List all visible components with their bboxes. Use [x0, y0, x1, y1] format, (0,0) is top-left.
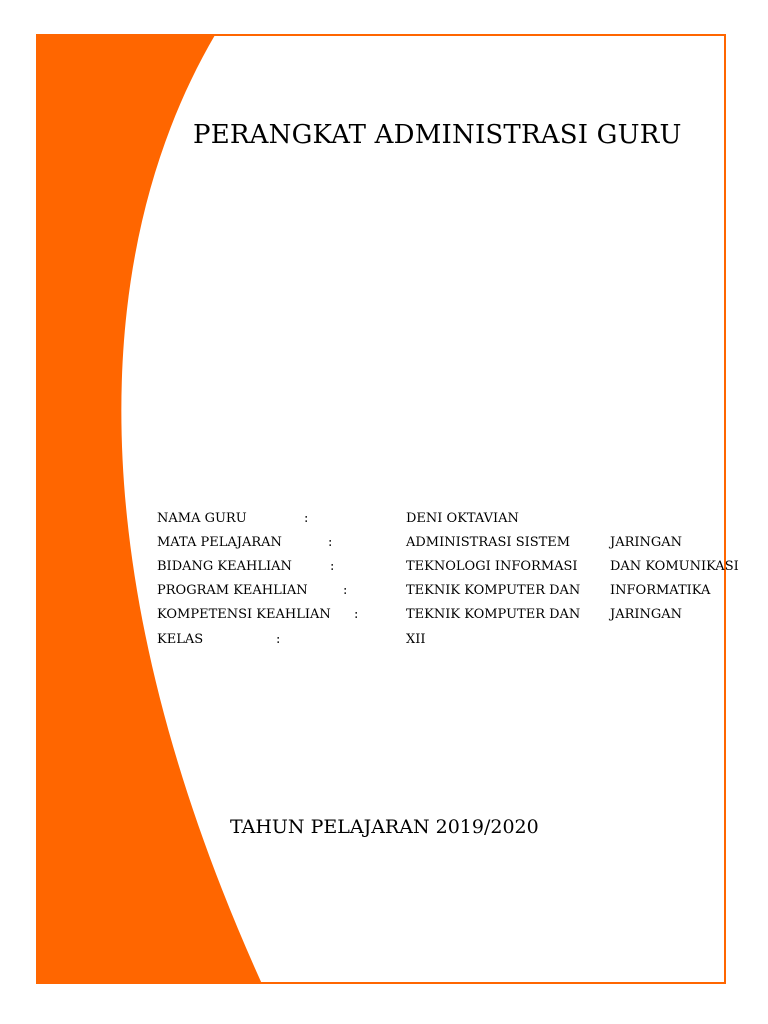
info-separator: : — [330, 559, 335, 574]
info-label: PROGRAM KEAHLIAN — [157, 583, 308, 598]
info-value: ADMINISTRASI SISTEM — [406, 535, 571, 550]
info-value-continued: JARINGAN — [610, 535, 683, 550]
info-value-continued: DAN KOMUNIKASI — [610, 559, 739, 574]
info-separator: : — [343, 583, 348, 598]
info-value: TEKNOLOGI INFORMASI — [406, 559, 578, 574]
info-separator: : — [304, 511, 309, 526]
info-row-kompetensi-keahlian — [0, 605, 768, 629]
info-label: KELAS — [157, 632, 204, 647]
document-title: PERANGKAT ADMINISTRASI GURU — [193, 120, 682, 150]
info-label: KOMPETENSI KEAHLIAN — [157, 607, 331, 622]
info-value-continued: INFORMATIKA — [610, 583, 711, 598]
info-row-nama-guru — [0, 509, 768, 533]
info-value: TEKNIK KOMPUTER DAN — [406, 583, 581, 598]
info-value: DENI OKTAVIAN — [406, 511, 519, 526]
info-row-mata-pelajaran — [0, 533, 768, 557]
academic-year: TAHUN PELAJARAN 2019/2020 — [230, 816, 539, 838]
info-separator: : — [354, 607, 359, 622]
info-row-bidang-keahlian — [0, 557, 768, 581]
info-separator: : — [276, 632, 281, 647]
info-row-kelas — [0, 630, 768, 654]
info-separator: : — [328, 535, 333, 550]
info-label: MATA PELAJARAN — [157, 535, 282, 550]
info-value-continued: JARINGAN — [610, 607, 683, 622]
info-label: NAMA GURU — [157, 511, 247, 526]
info-value: TEKNIK KOMPUTER DAN — [406, 607, 581, 622]
info-row-program-keahlian — [0, 581, 768, 605]
info-value: XII — [406, 632, 426, 647]
info-label: BIDANG KEAHLIAN — [157, 559, 292, 574]
